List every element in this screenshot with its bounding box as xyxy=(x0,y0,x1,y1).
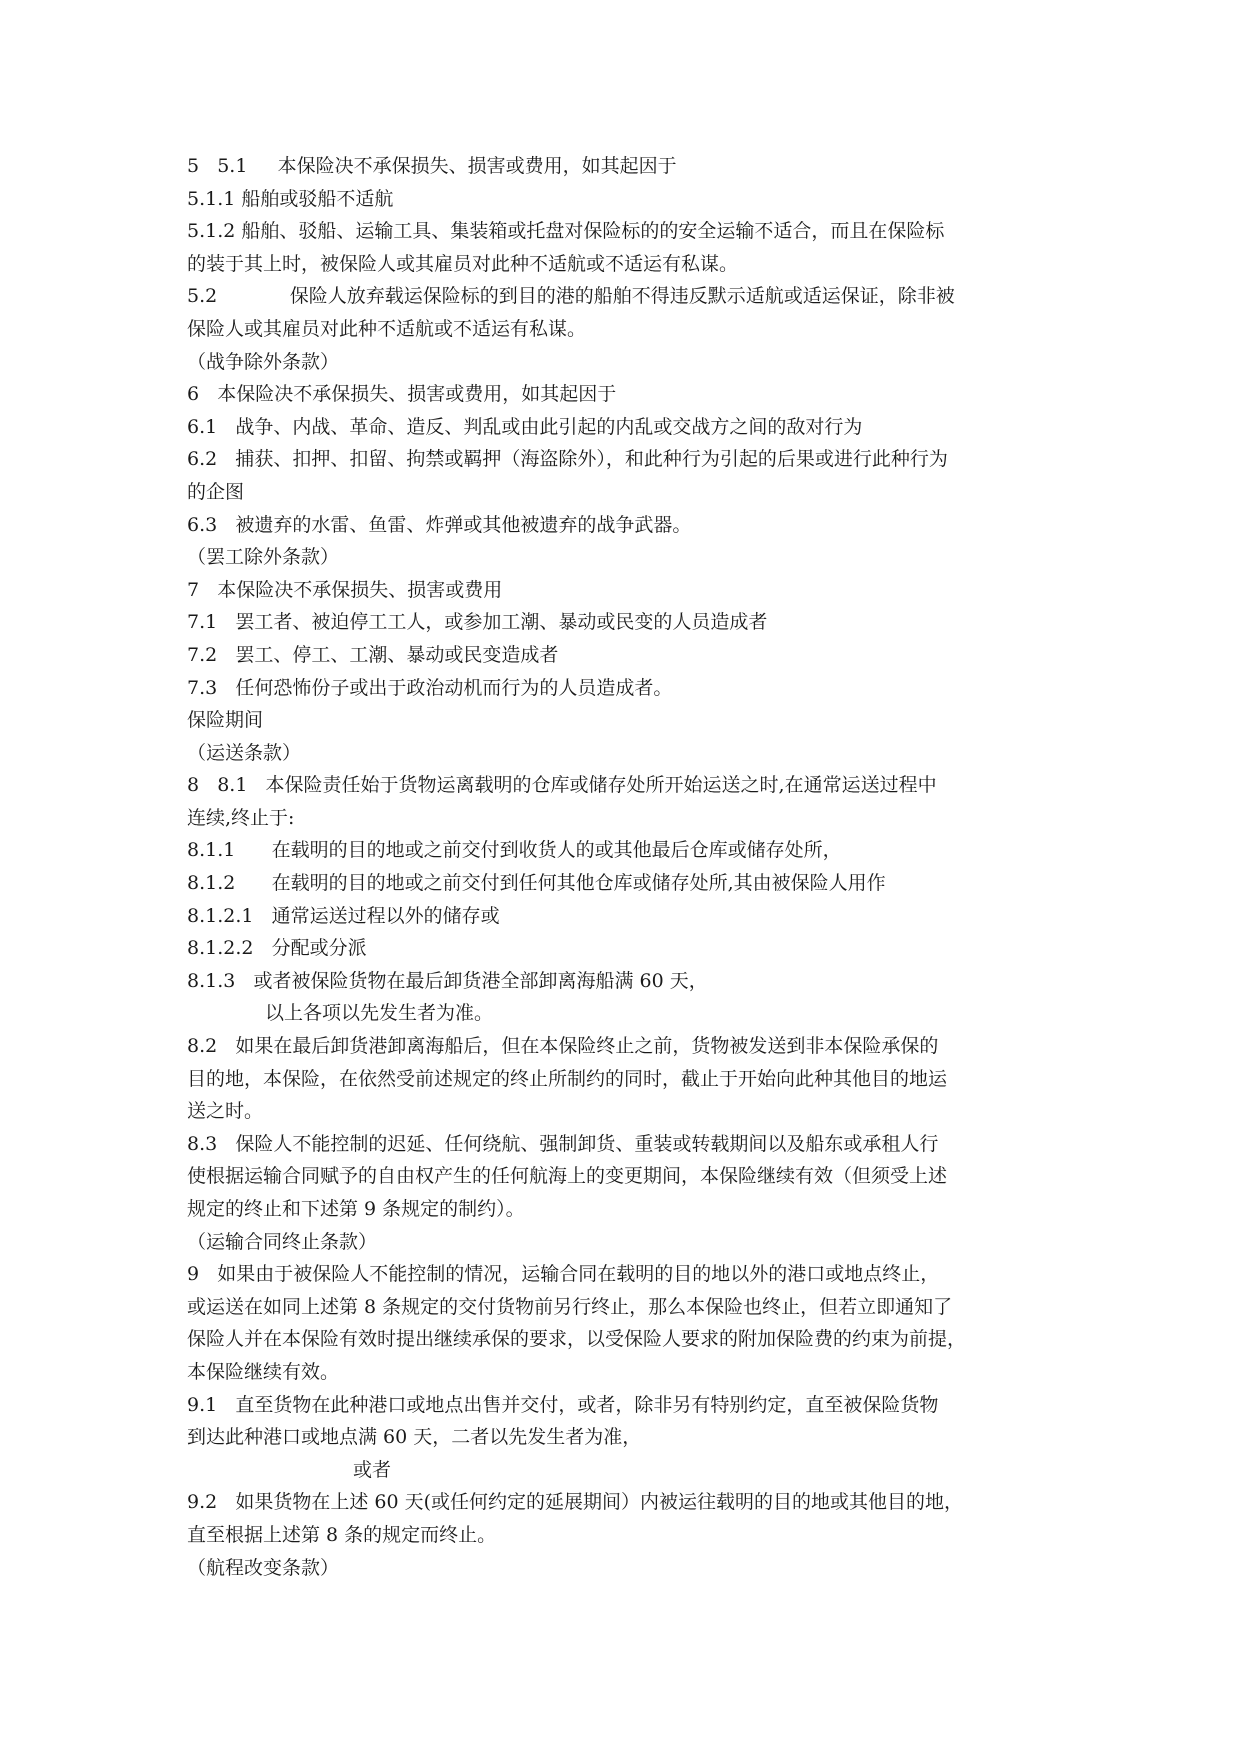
text-line: 6.3 被遗弃的水雷、鱼雷、炸弹或其他被遗弃的战争武器。 xyxy=(187,513,692,536)
text-line: 8.1.2.1 通常运送过程以外的储存或 xyxy=(187,904,500,927)
text-line: 目的地，本保险，在依然受前述规定的终止所制约的同时，截止于开始向此种其他目的地运 xyxy=(187,1067,948,1090)
text-line: 8.1.3 或者被保险货物在最后卸货港全部卸离海船满 60 天， xyxy=(187,969,708,992)
text-line: 7 本保险决不承保损失、损害或费用 xyxy=(187,578,503,601)
text-line: 规定的终止和下述第 9 条规定的制约）。 xyxy=(187,1198,525,1220)
text-line: （运送条款） xyxy=(187,741,302,764)
text-line: 6.2 捕获、扣押、扣留、拘禁或羁押（海盗除外），和此种行为引起的后果或进行此种行为 xyxy=(187,448,948,471)
text-line: 保险期间 xyxy=(187,709,264,732)
text-line: 9 如果由于被保险人不能控制的情况，运输合同在载明的目的地以外的港口或地点终止， xyxy=(187,1263,940,1286)
text-line: 5.1.1 船舶或驳船不适航 xyxy=(187,187,394,210)
text-line: （战争除外条款） xyxy=(187,350,340,373)
text-line: 的装于其上时，被保险人或其雇员对此种不适航或不适运有私谋。 xyxy=(187,252,739,275)
text-line: （航程改变条款） xyxy=(187,1556,340,1579)
text-line: 连续,终止于: xyxy=(187,806,295,829)
text-line: 保险人并在本保险有效时提出继续承保的要求，以受保险人要求的附加保险费的约束为前提， xyxy=(187,1328,967,1351)
text-line: 本保险继续有效。 xyxy=(187,1360,340,1383)
text-line: 5.2 保险人放弃载运保险标的到目的港的船舶不得违反默示适航或适运保证，除非被 xyxy=(187,285,955,308)
text-line: 7.1 罢工者、被迫停工工人，或参加工潮、暴动或民变的人员造成者 xyxy=(187,611,768,634)
text-line: 或运送在如同上述第 8 条规定的交付货物前另行终止，那么本保险也终止，但若立即通知了 xyxy=(187,1295,953,1318)
text-line: 到达此种港口或地点满 60 天，二者以先发生者为准， xyxy=(187,1426,642,1449)
text-line: 使根据运输合同赋予的自由权产生的任何航海上的变更期间，本保险继续有效（但须受上述 xyxy=(187,1165,948,1188)
text-line: 7.3 任何恐怖份子或出于政治动机而行为的人员造成者。 xyxy=(187,676,673,699)
text-line: （罢工除外条款） xyxy=(187,546,340,569)
text-line: （运输合同终止条款） xyxy=(187,1230,378,1253)
text-line: 送之时。 xyxy=(187,1100,264,1123)
text-line: 8.1.2.2 分配或分派 xyxy=(187,937,367,960)
text-line: 8.2 如果在最后卸货港卸离海船后，但在本保险终止之前，货物被发送到非本保险承保的 xyxy=(187,1035,939,1058)
document-body xyxy=(187,150,1067,1584)
text-line: 保险人或其雇员对此种不适航或不适运有私谋。 xyxy=(187,317,587,340)
text-line: 9.2 如果货物在上述 60 天(或任何约定的延展期间）内被运往载明的目的地或其他目的地， xyxy=(187,1491,964,1514)
text-line: 6 本保险决不承保损失、损害或费用，如其起因于 xyxy=(187,383,617,406)
text-line: 8.3 保险人不能控制的迟延、任何绕航、强制卸货、重装或转载期间以及船东或承租人行 xyxy=(187,1132,939,1155)
text-line: 8.1.2 在载明的目的地或之前交付到任何其他仓库或储存处所,其由被保险人用作 xyxy=(187,872,886,895)
text-line: 5 5.1 本保险决不承保损失、损害或费用，如其起因于 xyxy=(187,155,677,177)
text-line: 9.1 直至货物在此种港口或地点出售并交付，或者，除非另有特别约定，直至被保险货物 xyxy=(187,1393,939,1416)
text-line: 8.1.1 在载明的目的地或之前交付到收货人的或其他最后仓库或储存处所， xyxy=(187,839,842,862)
text-line: 5.1.2 船舶、驳船、运输工具、集装箱或托盘对保险标的的安全运输不适合，而且在保险标 xyxy=(187,220,945,243)
text-line: 7.2 罢工、停工、工潮、暴动或民变造成者 xyxy=(187,643,559,666)
text-line: 的企图 xyxy=(187,480,245,503)
text-line: 直至根据上述第 8 条的规定而终止。 xyxy=(187,1523,497,1546)
text-line: 6.1 战争、内战、革命、造反、判乱或由此引起的内乱或交战方之间的敌对行为 xyxy=(187,415,863,438)
text-line: 8 8.1 本保险责任始于货物运离载明的仓库或储存处所开始运送之时,在通常运送过程中 xyxy=(187,774,937,797)
text-line: 或者 xyxy=(353,1458,392,1481)
text-line: 以上各项以先发生者为准。 xyxy=(265,1002,494,1025)
